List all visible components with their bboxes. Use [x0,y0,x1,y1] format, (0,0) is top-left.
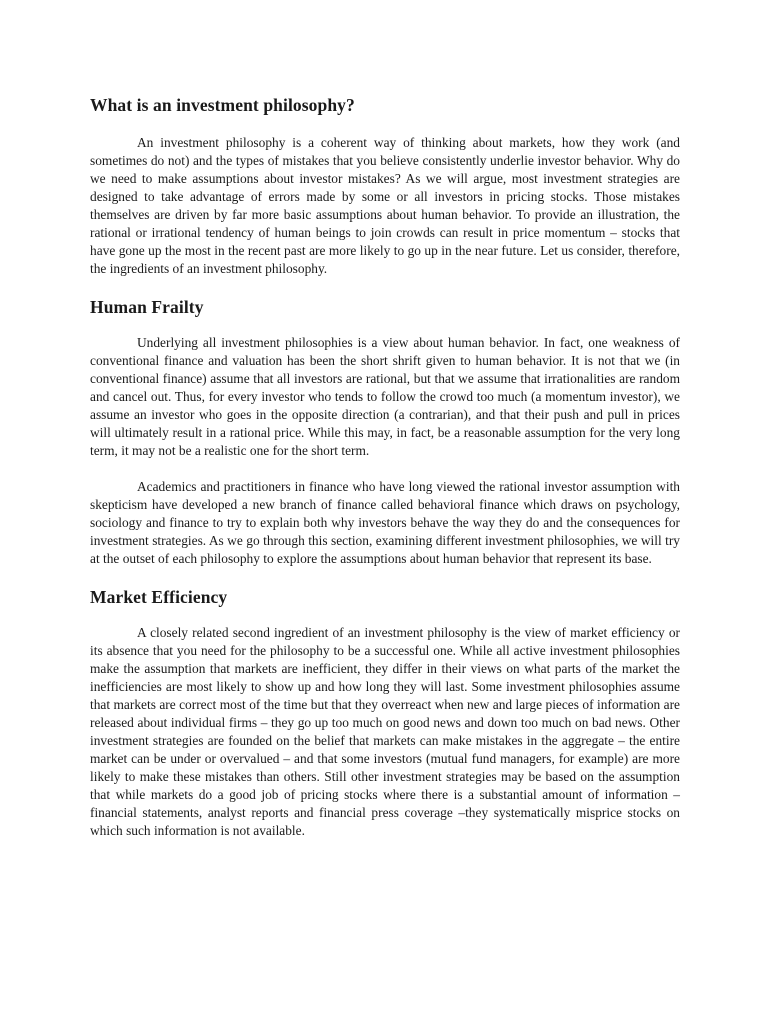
section-heading-human-frailty: Human Frailty [90,297,204,317]
paragraph-market-efficiency-1: A closely related second ingredient of an investment philosophy is the view of market efficiency or its absence that you need for the philosophy to be a successful one. While all active investment philosophies make the assumption that markets are inefficient, they differ in their views on what parts of the market the inefficiencies are most likely to show up and how long they will last. Some investment philosophies assume that markets are correct most of the time but that they overreact when new and large pieces of information are released about individual firms – they go up too much on good news and down too much on bad news. Other investment strategies are founded on the belief that markets can make mistakes in the aggregate – the entire market can be under or overvalued – and that some investors (mutual fund managers, for example) are more likely to make these mistakes than others. Still other investment strategies may be based on the assumption that while markets do a good job of pricing stocks where there is a substantial amount of information – financial statements, analyst reports and financial press coverage –they systematically misprice stocks on which such information is not available. [90,625,680,838]
paragraph-human-frailty-1: Underlying all investment philosophies is a view about human behavior. In fact, one weakness of conventional finance and valuation has been the short shrift given to human behavior. It is not that we (in conventional finance) assume that all investors are rational, but that we assume that irrationalities are random and cancel out. Thus, for every investor who tends to follow the crowd too much (a momentum investor), we assume an investor who goes in the opposite direction (a contrarian), and that their push and pull in prices will ultimately result in a rational price. While this may, in fact, be a reasonable assumption for the very long term, it may not be a realistic one for the short term. [90,335,680,458]
document-page [90,84,680,840]
paragraph-human-frailty-2: Academics and practitioners in finance who have long viewed the rational investor assumption with skepticism have developed a new branch of finance called behavioral finance which draws on psychology, sociology and finance to try to explain both why investors behave the way they do and the consequences for investment strategies. As we go through this section, examining different investment philosophies, we will try at the outset of each philosophy to explore the assumptions about human behavior that represent its base. [90,479,680,566]
section-heading-investment-philosophy: What is an investment philosophy? [90,95,355,115]
paragraph-investment-philosophy-1: An investment philosophy is a coherent way of thinking about markets, how they work (and sometimes do not) and the types of mistakes that you believe consistently underlie investor behavior. Why do we need to make assumptions about investor mistakes? As we will argue, most investment strategies are designed to take advantage of errors made by some or all investors in pricing stocks. Those mistakes themselves are driven by far more basic assumptions about human behavior. To provide an illustration, the rational or irrational tendency of human beings to join crowds can result in price momentum – stocks that have gone up the most in the recent past are more likely to go up in the near future. Let us consider, therefore, the ingredients of an investment philosophy. [90,135,680,276]
section-heading-market-efficiency: Market Efficiency [90,587,228,607]
